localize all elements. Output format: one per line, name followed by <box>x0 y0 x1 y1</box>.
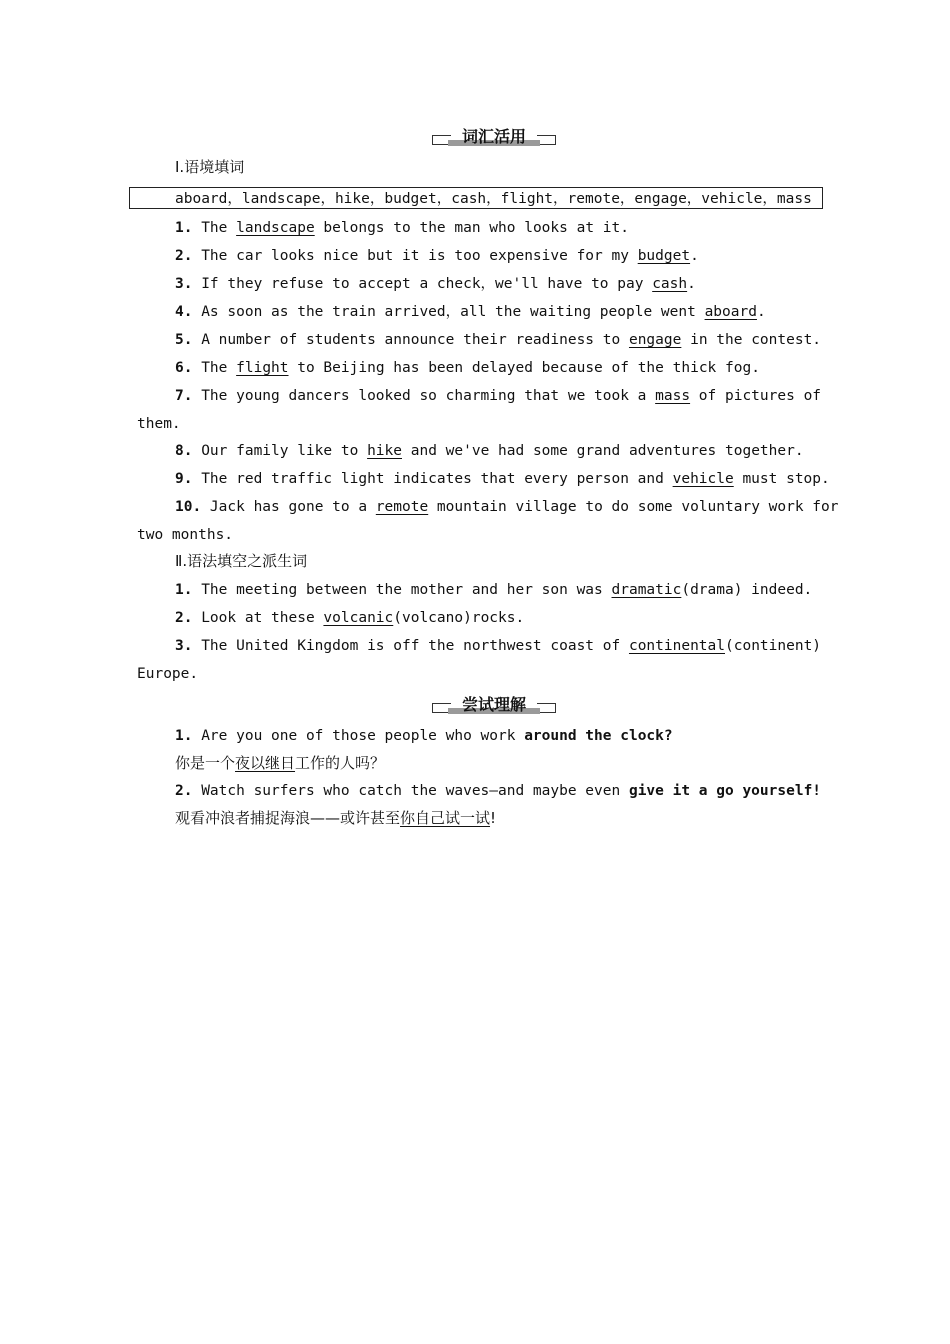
answer-blank: hike <box>367 443 402 459</box>
answer-blank: 夜以继日 <box>235 754 296 772</box>
exercise-item-8: 8. Our family like to hike and we've had some grand adventures together. <box>175 443 804 459</box>
exercise-item-1: 1. The landscape belongs to the man who looks at it. <box>175 220 629 236</box>
answer-blank: mass <box>655 388 691 404</box>
derivative-item-3-continuation: Europe. <box>137 666 199 682</box>
answer-blank: engage <box>628 332 682 348</box>
section-title: 尝试理解 <box>461 695 526 714</box>
understanding-item-1: 1. Are you one of those people who work around the clock? <box>175 728 673 744</box>
key-phrase: around the clock? <box>524 728 673 744</box>
answer-blank: volcanic <box>323 610 394 626</box>
answer-blank: 你自己试一试 <box>400 809 491 827</box>
exercise-item-10-continuation: two months. <box>137 527 234 543</box>
understanding-item-2-translation: 观看冲浪者捕捉海浪——或许甚至你自己试一试! <box>175 809 497 827</box>
answer-blank: flight <box>236 360 289 376</box>
key-phrase: give it a go yourself! <box>628 783 822 799</box>
exercise-item-7-continuation: them. <box>137 416 181 432</box>
exercise-item-10: 10. Jack has gone to a remote mountain village to do some voluntary work for <box>175 499 839 515</box>
answer-blank: aboard <box>704 304 757 320</box>
word-bank-box <box>129 187 823 209</box>
section-banner-vocab <box>432 127 556 149</box>
part2-heading: Ⅱ.语法填空之派生词 <box>175 552 308 570</box>
derivative-item-2: 2. Look at these volcanic(volcano)rocks. <box>175 610 525 626</box>
answer-blank: continental <box>628 638 725 654</box>
answer-blank: dramatic <box>611 582 682 598</box>
answer-blank: cash <box>652 276 688 292</box>
answer-blank: landscape <box>236 220 315 236</box>
answer-blank: budget <box>637 248 691 264</box>
exercise-item-5: 5. A number of students announce their readiness to engage in the contest. <box>175 332 822 348</box>
exercise-item-9: 9. The red traffic light indicates that every person and vehicle must stop. <box>175 471 830 487</box>
exercise-item-4: 4. As soon as the train arrived，all the waiting people went aboard. <box>175 304 766 320</box>
exercise-item-2: 2. The car looks nice but it is too expensive for my budget. <box>175 248 699 264</box>
derivative-item-1: 1. The meeting between the mother and her son was dramatic(drama) indeed. <box>175 582 813 598</box>
answer-blank: vehicle <box>672 471 734 487</box>
section-title: 词汇活用 <box>461 127 526 146</box>
understanding-item-2: 2. Watch surfers who catch the waves—and maybe even give it a go yourself! <box>175 783 822 799</box>
derivative-item-3: 3. The United Kingdom is off the northwest coast of continental(continent) <box>175 638 822 654</box>
answer-blank: remote <box>375 499 429 515</box>
exercise-item-3: 3. If they refuse to accept a check，we'll have to pay cash. <box>175 276 696 292</box>
exercise-item-6: 6. The flight to Beijing has been delayed because of the thick fog. <box>175 360 760 376</box>
section-banner-understanding <box>432 695 556 717</box>
exercise-item-7: 7. The young dancers looked so charming that we took a mass of pictures of <box>175 388 822 404</box>
understanding-item-1-translation: 你是一个夜以继日工作的人吗？ <box>175 754 386 772</box>
part1-heading: Ⅰ.语境填词 <box>175 158 245 176</box>
word-bank: aboard，landscape，hike，budget，cash，flight，remote，engage，vehicle，mass <box>175 191 812 207</box>
